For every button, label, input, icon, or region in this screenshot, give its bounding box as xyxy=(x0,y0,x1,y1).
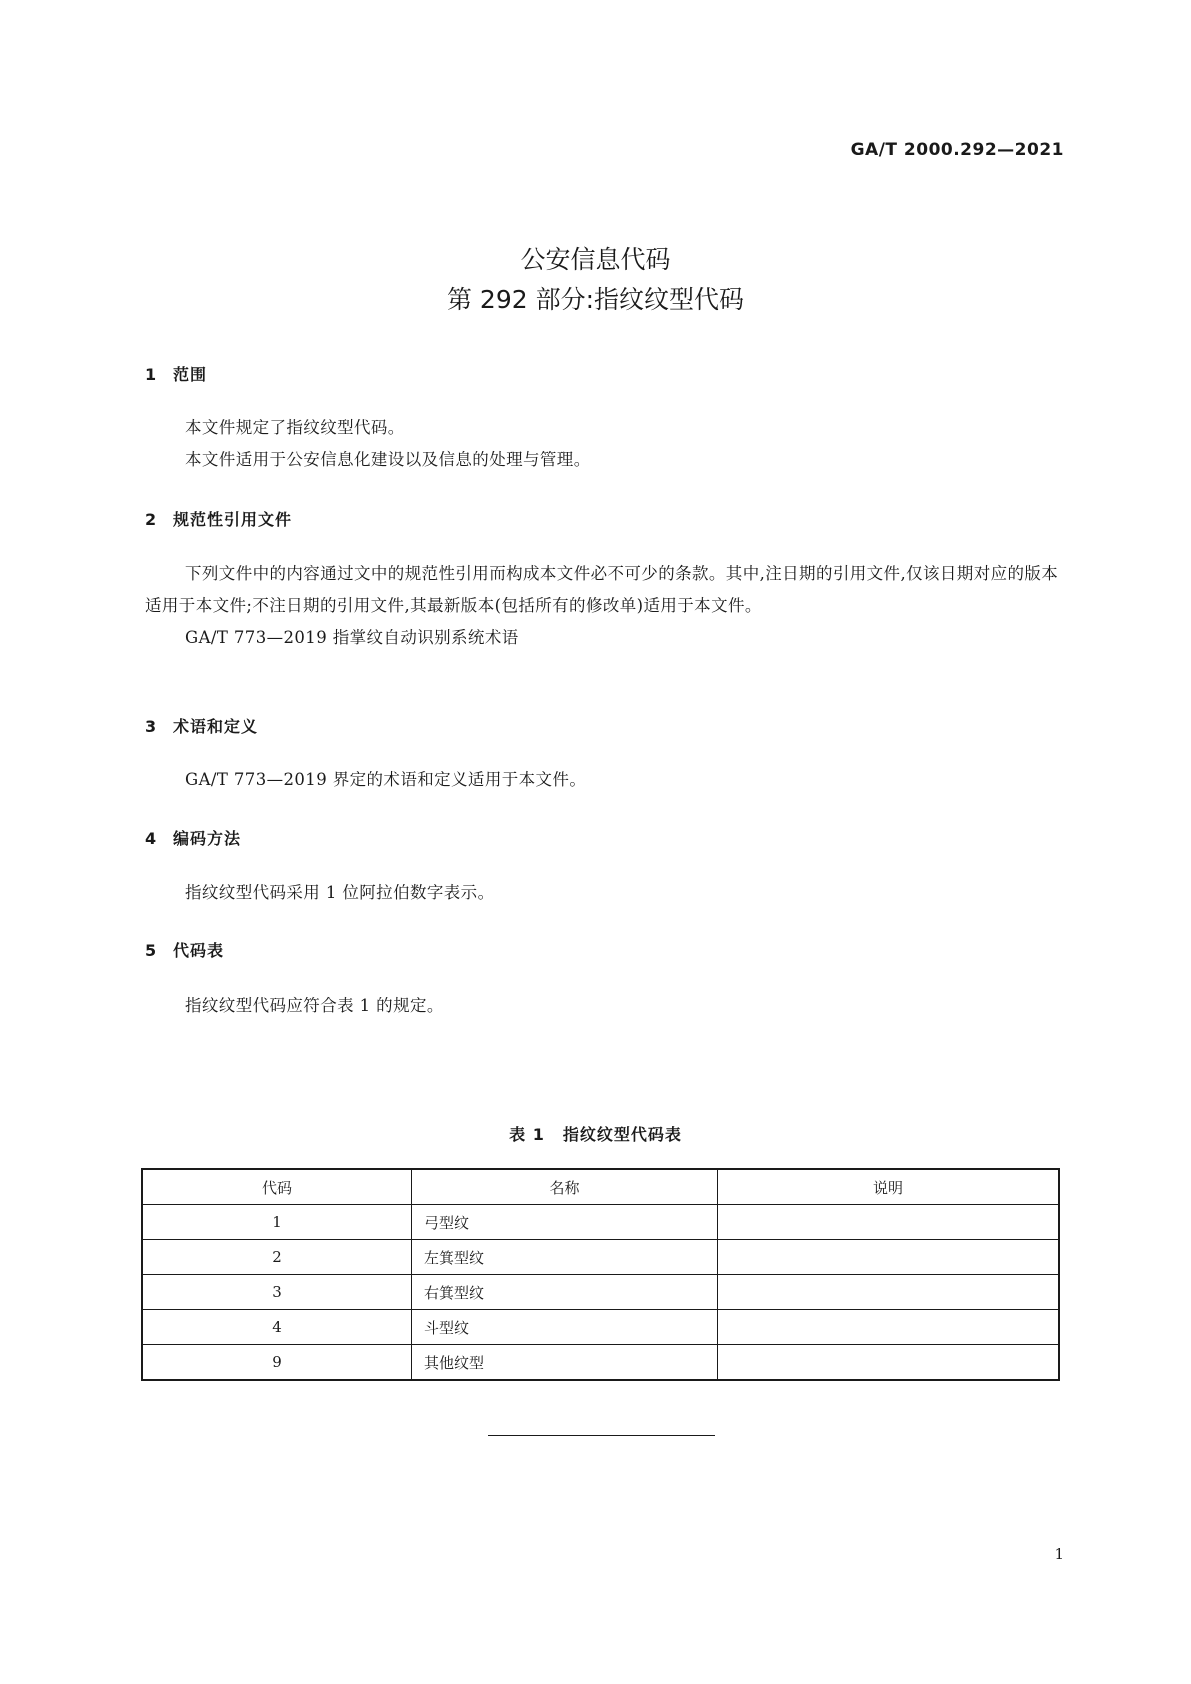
section-title: 范围 xyxy=(173,365,208,384)
section-number: 1 xyxy=(145,365,158,384)
title-line-2: 第 292 部分:指纹纹型代码 xyxy=(446,285,745,314)
column-header-code: 代码 xyxy=(142,1169,412,1205)
section-number: 5 xyxy=(145,941,158,960)
table-row xyxy=(142,1205,1059,1240)
cell-name: 弓型纹 xyxy=(412,1205,718,1240)
paragraph: GA/T 773—2019 界定的术语和定义适用于本文件。 xyxy=(185,770,587,789)
paragraph: 本文件规定了指纹纹型代码。 xyxy=(185,418,405,437)
cell-note xyxy=(718,1310,1060,1345)
column-header-name: 名称 xyxy=(412,1169,718,1205)
section-2-body xyxy=(145,558,1065,654)
end-of-document-rule xyxy=(488,1435,715,1436)
section-number: 3 xyxy=(145,717,158,736)
paragraph: 指纹纹型代码应符合表 1 的规定。 xyxy=(185,996,444,1015)
cell-name: 斗型纹 xyxy=(412,1310,718,1345)
section-4-heading xyxy=(145,826,241,849)
paragraph: 指纹纹型代码采用 1 位阿拉伯数字表示。 xyxy=(185,883,495,902)
table-row xyxy=(142,1275,1059,1310)
section-title: 代码表 xyxy=(173,941,225,960)
code-table xyxy=(141,1168,1060,1381)
table-header-row xyxy=(142,1169,1059,1205)
cell-code: 1 xyxy=(142,1205,412,1240)
table-row xyxy=(142,1345,1059,1381)
section-title: 术语和定义 xyxy=(173,717,259,736)
cell-code: 4 xyxy=(142,1310,412,1345)
cell-note xyxy=(718,1240,1060,1275)
table-row xyxy=(142,1240,1059,1275)
section-1-heading xyxy=(145,362,207,385)
section-4-body xyxy=(145,877,1065,909)
section-5-body xyxy=(145,990,1065,1022)
cell-code: 2 xyxy=(142,1240,412,1275)
section-3-heading xyxy=(145,714,258,737)
document-title xyxy=(0,240,1191,320)
paragraph: 本文件适用于公安信息化建设以及信息的处理与管理。 xyxy=(185,450,591,469)
section-number: 4 xyxy=(145,829,158,848)
cell-name: 右箕型纹 xyxy=(412,1275,718,1310)
title-line-1: 公安信息代码 xyxy=(520,245,671,274)
cell-code: 9 xyxy=(142,1345,412,1381)
section-2-heading xyxy=(145,507,292,530)
page-number: 1 xyxy=(1054,1545,1064,1563)
cell-code: 3 xyxy=(142,1275,412,1310)
section-1-body xyxy=(145,412,1065,476)
cell-name: 左箕型纹 xyxy=(412,1240,718,1275)
document-code: GA/T 2000.292—2021 xyxy=(850,140,1064,160)
paragraph: 下列文件中的内容通过文中的规范性引用而构成本文件必不可少的条款。其中,注日期的引用文件,仅该日期对应的版本适用于本文件;不注日期的引用文件,其最新版本(包括所有的修改单)适用于本文件。 xyxy=(145,564,1059,615)
section-3-body xyxy=(145,764,1065,796)
section-title: 规范性引用文件 xyxy=(173,510,293,529)
paragraph: GA/T 773—2019 指掌纹自动识别系统术语 xyxy=(185,628,519,647)
cell-name: 其他纹型 xyxy=(412,1345,718,1381)
cell-note xyxy=(718,1275,1060,1310)
cell-note xyxy=(718,1205,1060,1240)
section-number: 2 xyxy=(145,510,158,529)
table-row xyxy=(142,1310,1059,1345)
section-5-heading xyxy=(145,938,224,961)
cell-note xyxy=(718,1345,1060,1381)
section-title: 编码方法 xyxy=(173,829,242,848)
table-caption-label: 表 1 xyxy=(509,1125,545,1144)
column-header-note: 说明 xyxy=(718,1169,1060,1205)
table-caption xyxy=(0,1122,1191,1145)
table-caption-title: 指纹纹型代码表 xyxy=(562,1125,682,1144)
